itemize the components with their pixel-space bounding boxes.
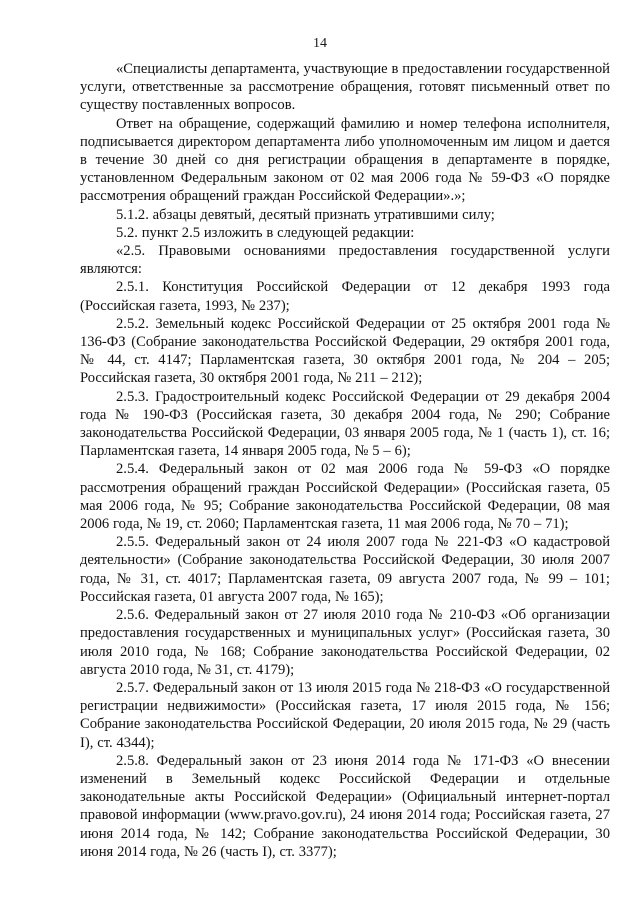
paragraph-response: Ответ на обращение, содержащий фамилию и номер телефона исполнителя, подписывается директором департамента либо уполномоченным им лицом и дается в течение 30 дней со дня регистрации обращения в департаменте в порядке, установленном Федеральным законом от 02 мая 2006 года № 59-ФЗ «О порядке рассмотрения обращений граждан Российской Федерации».»; <box>80 115 610 205</box>
document-body <box>80 60 610 861</box>
paragraph-2-5-1: 2.5.1. Конституция Российской Федерации от 12 декабря 1993 года (Российская газета, 1993, № 237); <box>80 279 610 314</box>
paragraph-2-5-6: 2.5.6. Федеральный закон от 27 июля 2010 года № 210-ФЗ «Об организации предоставления государственных и муниципальных услуг» (Российская газета, 30 июля 2010 года, № 168; Собрание законодательства Российской Федерации, 02 августа 2010 года, № 31, ст. 4179); <box>80 607 610 678</box>
paragraph-5-2: 5.2. пункт 2.5 изложить в следующей редакции: <box>116 224 415 241</box>
paragraph-2-5-4: 2.5.4. Федеральный закон от 02 мая 2006 года № 59-ФЗ «О порядке рассмотрения обращений граждан Российской Федерации» (Российская газета, 05 мая 2006 года, № 95; Собрание законодательства Российской Федерации, 08 мая 2006 года, № 19, ст. 2060; Парламентская газета, 11 мая 2006 года, № 70 – 71); <box>80 461 610 533</box>
paragraph-2-5-2: 2.5.2. Земельный кодекс Российской Федерации от 25 октября 2001 года № 136-ФЗ (Собрание законодательства Российской Федерации, 29 октября 2001 года, № 44, ст. 4147; Парламентская газета, 30 октября 2001 года, № 204 – 205; Российская газета, 30 октября 2001 года, № 211 – 212); <box>80 315 610 387</box>
paragraph-2-5-8: 2.5.8. Федеральный закон от 23 июня 2014 года № 171-ФЗ «О внесении изменений в Земельный кодекс Российской Федерации и отдельные законодательные акты Российской Федерации» (Официальный интернет-портал правовой информации (www.pravo.gov.ru), 24 июня 2014 года; Российская газета, 27 июня 2014 года, № 142; Собрание законодательства Российской Федерации, 30 июня 2014 года, № 26 (часть I), ст. 3377); <box>80 752 610 860</box>
paragraph-2-5-5: 2.5.5. Федеральный закон от 24 июля 2007 года № 221-ФЗ «О кадастровой деятельности» (Собрание законодательства Российской Федерации, 30 июля 2007 года, № 31, ст. 4017; Парламентская газета, 09 августа 2007 года, № 99 – 101; Российская газета, 01 августа 2007 года, № 165); <box>80 534 610 605</box>
paragraph-specialists: «Специалисты департамента, участвующие в предоставлении государственной услуги, ответственные за рассмотрение обращения, готовят письменный ответ по существу поставленных вопросов. <box>80 61 610 114</box>
paragraph-2-5-3: 2.5.3. Градостроительный кодекс Российской Федерации от 29 декабря 2004 года № 190-ФЗ (Российская газета, 30 декабря 2004 года, № 290; Собрание законодательства Российской Федерации, 03 января 2005 года, № 1 (часть 1), ст. 16; Парламентская газета, 14 января 2005 года, № 5 – 6); <box>80 388 610 460</box>
paragraph-2-5: «2.5. Правовыми основаниями предоставления государственной услуги являются: <box>80 243 610 278</box>
paragraph-5-1-2: 5.1.2. абзацы девятый, десятый признать утратившими силу; <box>116 206 495 223</box>
page-number: 14 <box>313 36 327 51</box>
paragraph-2-5-7: 2.5.7. Федеральный закон от 13 июля 2015 года № 218-ФЗ «О государственной регистрации недвижимости» (Российская газета, 17 июля 2015 года, № 156; Собрание законодательства Российской Федерации, 20 июля 2015 года, № 29 (часть I), ст. 4344); <box>80 679 610 751</box>
